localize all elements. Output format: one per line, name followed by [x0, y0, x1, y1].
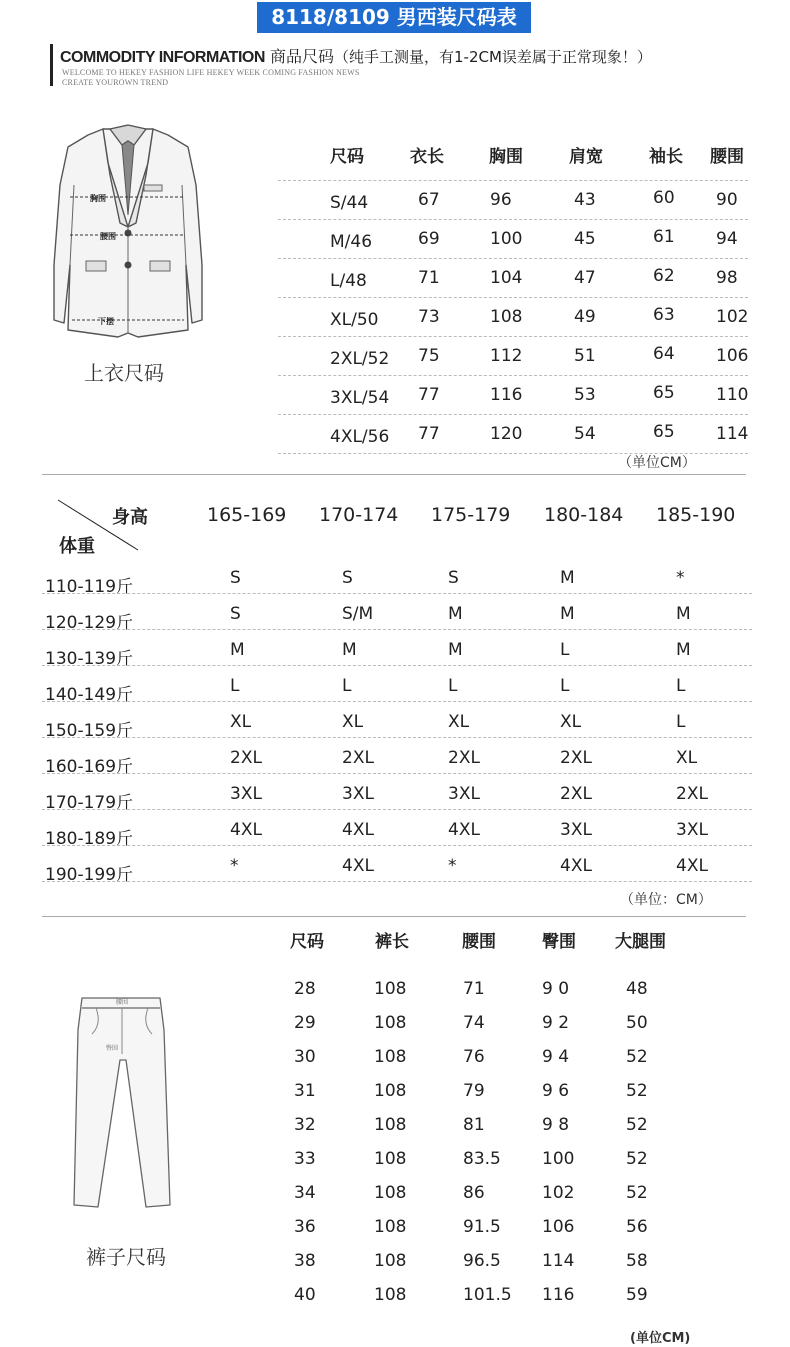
pants-header-length: 裤长	[375, 932, 409, 952]
pants-header-hip: 臀围	[542, 932, 576, 952]
fit-size-cell: XL	[230, 712, 252, 732]
jacket-cell-size: S/44	[330, 193, 369, 213]
fit-size-cell: 3XL	[342, 784, 374, 804]
header-note: （纯手工测量，有1-2CM误差属于正常现象！）	[333, 48, 652, 66]
jacket-cell: 53	[574, 385, 596, 405]
jacket-cell: 64	[653, 344, 675, 364]
fit-size-cell: M	[342, 640, 357, 660]
pants-cell: 116	[542, 1285, 575, 1305]
fit-size-cell: 2XL	[230, 748, 262, 768]
header-subtitle-1: WELCOME TO HEKEY FASHION LIFE HEKEY WEEK COMING FASHION NEWS	[62, 68, 360, 77]
fit-row-divider	[42, 881, 752, 882]
fit-size-cell: 3XL	[448, 784, 480, 804]
pants-cell: 102	[542, 1183, 575, 1203]
jacket-cell: 116	[490, 385, 523, 405]
fit-weight-label: 130-139斤	[45, 649, 134, 669]
pants-cell: 52	[626, 1081, 648, 1101]
fit-row-divider	[42, 665, 752, 666]
pants-cell: 71	[463, 979, 485, 999]
pants-cell: 79	[463, 1081, 485, 1101]
pants-cell-size: 36	[294, 1217, 316, 1237]
jacket-cell: 94	[716, 229, 738, 249]
pants-cell: 81	[463, 1115, 485, 1135]
pants-cell: 96.5	[463, 1251, 501, 1271]
pants-cell: 101.5	[463, 1285, 512, 1305]
pants-cell: 9 8	[542, 1115, 570, 1135]
jacket-unit: （单位CM）	[618, 455, 696, 471]
fit-size-cell: S	[342, 568, 353, 588]
jacket-cell: 108	[490, 307, 523, 327]
pants-header-waist: 腰围	[462, 932, 496, 952]
fit-size-cell: 3XL	[560, 820, 592, 840]
pants-cell: 9 6	[542, 1081, 570, 1101]
fit-size-cell: 4XL	[448, 820, 480, 840]
fit-height-header: 165-169	[207, 504, 287, 526]
section-divider-2	[42, 916, 746, 917]
pants-cell: 91.5	[463, 1217, 501, 1237]
fit-size-cell: S	[448, 568, 459, 588]
fit-size-cell: L	[448, 676, 458, 696]
jacket-cell: 61	[653, 227, 675, 247]
pants-cell: 108	[374, 1183, 407, 1203]
jacket-header-chest: 胸围	[489, 147, 523, 167]
fit-size-cell: M	[560, 604, 575, 624]
jacket-cell: 67	[418, 190, 440, 210]
pants-cell: 108	[374, 1285, 407, 1305]
fit-weight-label: 140-149斤	[45, 685, 134, 705]
jacket-cell: 73	[418, 307, 440, 327]
pants-caption: 裤子尺码	[86, 1245, 166, 1269]
jacket-cell: 51	[574, 346, 596, 366]
fit-size-cell: *	[448, 856, 457, 876]
fit-size-cell: 2XL	[560, 784, 592, 804]
fit-size-cell: L	[230, 676, 240, 696]
jacket-cell-size: 4XL/56	[330, 427, 390, 447]
fit-size-cell: 3XL	[230, 784, 262, 804]
jacket-cell: 65	[653, 422, 675, 442]
jacket-row-divider	[278, 336, 748, 337]
pants-cell: 59	[626, 1285, 648, 1305]
fit-size-cell: S	[230, 604, 241, 624]
pants-cell-size: 29	[294, 1013, 316, 1033]
jacket-cell: 110	[716, 385, 749, 405]
header-title-en: COMMODITY INFORMATION	[60, 49, 265, 66]
pants-cell-size: 33	[294, 1149, 316, 1169]
fit-size-cell: 4XL	[230, 820, 262, 840]
fit-row-divider	[42, 629, 752, 630]
jacket-cell-size: L/48	[330, 271, 367, 291]
fit-weight-label: 150-159斤	[45, 721, 134, 741]
jacket-chest-label: 胸围	[90, 194, 106, 203]
pants-cell: 50	[626, 1013, 648, 1033]
jacket-cell: 120	[490, 424, 523, 444]
pants-header-size: 尺码	[290, 932, 324, 952]
fit-height-header: 185-190	[656, 504, 736, 526]
fit-row-divider	[42, 773, 752, 774]
pants-cell: 108	[374, 1013, 407, 1033]
pants-cell: 106	[542, 1217, 575, 1237]
fit-size-cell: 4XL	[560, 856, 592, 876]
pants-cell: 9 0	[542, 979, 570, 999]
fit-size-cell: XL	[448, 712, 470, 732]
pants-cell: 108	[374, 1149, 407, 1169]
fit-size-cell: L	[676, 712, 686, 732]
fit-size-cell: M	[448, 640, 463, 660]
pants-cell: 58	[626, 1251, 648, 1271]
pants-cell: 108	[374, 1115, 407, 1135]
pants-cell: 52	[626, 1183, 648, 1203]
jacket-row-divider	[278, 297, 748, 298]
pants-cell: 86	[463, 1183, 485, 1203]
pants-cell: 56	[626, 1217, 648, 1237]
jacket-cell: 98	[716, 268, 738, 288]
fit-height-header: 170-174	[319, 504, 399, 526]
fit-size-cell: 4XL	[342, 856, 374, 876]
jacket-caption: 上衣尺码	[84, 361, 164, 385]
pants-cell: 114	[542, 1251, 575, 1271]
fit-weight-label: 180-189斤	[45, 829, 134, 849]
fit-size-cell: 3XL	[676, 820, 708, 840]
fit-unit: （单位：CM）	[620, 892, 712, 908]
jacket-cell: 96	[490, 190, 512, 210]
pants-cell: 52	[626, 1149, 648, 1169]
pants-cell: 108	[374, 1217, 407, 1237]
fit-size-cell: L	[560, 676, 570, 696]
fit-size-cell: 4XL	[676, 856, 708, 876]
pants-cell: 9 2	[542, 1013, 570, 1033]
pants-hip-label: 臀围	[106, 1045, 119, 1052]
pants-cell: 100	[542, 1149, 575, 1169]
jacket-cell: 45	[574, 229, 596, 249]
pants-waist-label: 腰围	[116, 999, 129, 1006]
fit-weight-label: 190-199斤	[45, 865, 134, 885]
header-title-cn: 商品尺码	[264, 47, 334, 66]
pants-cell: 108	[374, 1081, 407, 1101]
jacket-header-size: 尺码	[330, 147, 364, 167]
pants-cell: 52	[626, 1047, 648, 1067]
jacket-cell: 63	[653, 305, 675, 325]
pants-cell: 108	[374, 1047, 407, 1067]
pants-cell-size: 28	[294, 979, 316, 999]
fit-row-divider	[42, 737, 752, 738]
fit-size-cell: XL	[560, 712, 582, 732]
header-subtitle-2: CREATE YOUROWN TREND	[62, 78, 169, 87]
pants-cell: 83.5	[463, 1149, 501, 1169]
pants-cell-size: 34	[294, 1183, 316, 1203]
jacket-cell: 65	[653, 383, 675, 403]
fit-weight-label: 170-179斤	[45, 793, 134, 813]
pants-cell: 9 4	[542, 1047, 570, 1067]
jacket-cell-size: 3XL/54	[330, 388, 390, 408]
fit-size-cell: M	[676, 640, 691, 660]
fit-row-divider	[42, 845, 752, 846]
fit-size-cell: 2XL	[448, 748, 480, 768]
pants-header-thigh: 大腿围	[615, 932, 666, 952]
jacket-cell: 60	[653, 188, 675, 208]
jacket-header-waist: 腰围	[710, 147, 744, 167]
fit-size-cell: 2XL	[676, 784, 708, 804]
jacket-cell-size: 2XL/52	[330, 349, 390, 369]
jacket-illustration	[48, 115, 208, 340]
jacket-cell: 71	[418, 268, 440, 288]
jacket-header-sleeve: 袖长	[649, 147, 683, 167]
pants-cell: 108	[374, 979, 407, 999]
fit-row-divider	[42, 701, 752, 702]
jacket-header-length: 衣长	[410, 147, 444, 167]
fit-corner-weight: 体重	[59, 536, 95, 557]
jacket-cell: 102	[716, 307, 749, 327]
page-banner: 8118/8109 男西装尺码表	[257, 2, 531, 33]
pants-unit: (单位CM)	[630, 1331, 691, 1346]
fit-size-cell: XL	[342, 712, 364, 732]
jacket-cell: 77	[418, 385, 440, 405]
fit-size-cell: L	[676, 676, 686, 696]
jacket-row-divider	[278, 414, 748, 415]
jacket-cell: 54	[574, 424, 596, 444]
jacket-cell: 49	[574, 307, 596, 327]
fit-size-cell: M	[230, 640, 245, 660]
fit-height-header: 180-184	[544, 504, 624, 526]
jacket-cell: 47	[574, 268, 596, 288]
fit-size-cell: S/M	[342, 604, 374, 624]
pants-cell-size: 40	[294, 1285, 316, 1305]
jacket-cell-size: M/46	[330, 232, 373, 252]
jacket-row-divider	[278, 375, 748, 376]
fit-row-divider	[42, 809, 752, 810]
jacket-cell: 77	[418, 424, 440, 444]
jacket-cell: 43	[574, 190, 596, 210]
jacket-cell: 106	[716, 346, 749, 366]
section-divider-1	[42, 474, 746, 475]
fit-height-header: 175-179	[431, 504, 511, 526]
jacket-header-shoulder: 肩宽	[569, 147, 603, 167]
fit-size-cell: *	[230, 856, 239, 876]
pants-illustration	[62, 990, 182, 1215]
pants-cell: 76	[463, 1047, 485, 1067]
fit-size-cell: S	[230, 568, 241, 588]
fit-size-cell: 4XL	[342, 820, 374, 840]
fit-size-cell: L	[560, 640, 570, 660]
jacket-row-divider	[278, 219, 748, 220]
fit-size-cell: *	[676, 568, 685, 588]
fit-size-cell: L	[342, 676, 352, 696]
jacket-cell: 104	[490, 268, 523, 288]
fit-size-cell: M	[560, 568, 575, 588]
jacket-cell: 90	[716, 190, 738, 210]
pants-cell-size: 30	[294, 1047, 316, 1067]
fit-weight-label: 160-169斤	[45, 757, 134, 777]
fit-corner-height: 身高	[112, 507, 148, 528]
pants-cell: 48	[626, 979, 648, 999]
pants-cell-size: 31	[294, 1081, 316, 1101]
fit-size-cell: M	[448, 604, 463, 624]
pants-cell: 52	[626, 1115, 648, 1135]
jacket-cell-size: XL/50	[330, 310, 379, 330]
jacket-cell: 69	[418, 229, 440, 249]
jacket-cell: 114	[716, 424, 749, 444]
jacket-cell: 100	[490, 229, 523, 249]
pants-cell: 108	[374, 1251, 407, 1271]
jacket-hem-label: 下摆	[98, 317, 114, 326]
pants-cell-size: 38	[294, 1251, 316, 1271]
fit-size-cell: XL	[676, 748, 698, 768]
jacket-waist-label: 腰围	[100, 232, 116, 241]
fit-size-cell: M	[676, 604, 691, 624]
pants-cell: 74	[463, 1013, 485, 1033]
fit-weight-label: 110-119斤	[45, 577, 134, 597]
fit-size-cell: 2XL	[560, 748, 592, 768]
jacket-row-divider	[278, 258, 748, 259]
jacket-row-divider	[278, 180, 748, 181]
pants-cell-size: 32	[294, 1115, 316, 1135]
fit-row-divider	[42, 593, 752, 594]
jacket-cell: 75	[418, 346, 440, 366]
header-title	[60, 44, 652, 67]
fit-weight-label: 120-129斤	[45, 613, 134, 633]
fit-size-cell: 2XL	[342, 748, 374, 768]
header-accent-bar	[50, 44, 53, 86]
jacket-cell: 112	[490, 346, 523, 366]
jacket-cell: 62	[653, 266, 675, 286]
